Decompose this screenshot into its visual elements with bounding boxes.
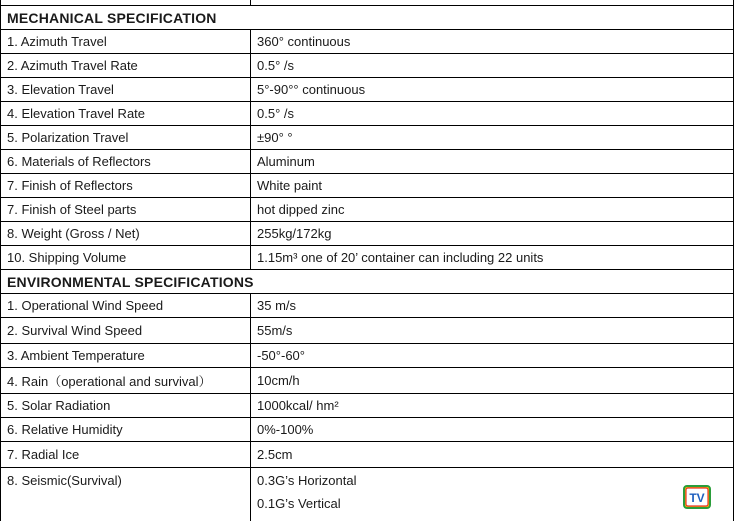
table-row — [1, 246, 734, 270]
spec-label: 3. Ambient Temperature — [1, 344, 251, 368]
spec-label: 1. Azimuth Travel — [1, 30, 251, 54]
spec-label: 2. Azimuth Travel Rate — [1, 54, 251, 78]
table-row — [1, 394, 734, 418]
spec-label: 4. Elevation Travel Rate — [1, 102, 251, 126]
spec-value: White paint — [251, 174, 734, 198]
table-row — [1, 198, 734, 222]
table-row — [1, 54, 734, 78]
spec-value: 5°-90°° continuous — [251, 78, 734, 102]
spec-value: 10cm/h — [251, 368, 734, 394]
spec-value: 1.15m³ one of 20’ container can including 22 units — [251, 246, 734, 270]
spec-label: 5. Polarization Travel — [1, 126, 251, 150]
spec-label: 4. Rain（operational and survival） — [1, 368, 251, 394]
table-row — [1, 102, 734, 126]
spec-value: hot dipped zinc — [251, 198, 734, 222]
table-row — [1, 318, 734, 344]
spec-label: 6. Materials of Reflectors — [1, 150, 251, 174]
table-row-seismic — [1, 468, 734, 522]
spec-label: 2. Survival Wind Speed — [1, 318, 251, 344]
spec-value: Aluminum — [251, 150, 734, 174]
section-title: MECHANICAL SPECIFICATION — [1, 6, 734, 30]
spec-label: 8. Seismic(Survival) — [1, 468, 251, 522]
spec-value: 360° continuous — [251, 30, 734, 54]
table-row — [1, 442, 734, 468]
spec-value: 0.5° /s — [251, 54, 734, 78]
spec-value: 55m/s — [251, 318, 734, 344]
spec-value: -50°-60° — [251, 344, 734, 368]
spec-value-line: 0.1G’s Vertical — [257, 496, 341, 511]
table-row — [1, 418, 734, 442]
spec-value: 35 m/s — [251, 294, 734, 318]
spec-label: 3. Elevation Travel — [1, 78, 251, 102]
spec-label: 1. Operational Wind Speed — [1, 294, 251, 318]
table-row — [1, 368, 734, 394]
section-title: ENVIRONMENTAL SPECIFICATIONS — [1, 270, 734, 294]
spec-label: 7. Radial Ice — [1, 442, 251, 468]
spec-value: ±90° ° — [251, 126, 734, 150]
spec-label: 7. Finish of Reflectors — [1, 174, 251, 198]
spec-value: 1000kcal/ hm² — [251, 394, 734, 418]
spec-value-line: 0.3G’s Horizontal — [257, 473, 357, 488]
spec-label: 7. Finish of Steel parts — [1, 198, 251, 222]
table-row — [1, 30, 734, 54]
spec-value: 255kg/172kg — [251, 222, 734, 246]
spec-value: 0.5° /s — [251, 102, 734, 126]
spec-label: 10. Shipping Volume — [1, 246, 251, 270]
table-row — [1, 294, 734, 318]
section-header-mechanical — [1, 6, 734, 30]
tv-logo-icon — [683, 485, 711, 509]
table-row — [1, 222, 734, 246]
table-row — [1, 150, 734, 174]
logo-text: TV — [689, 491, 705, 505]
table-row — [1, 344, 734, 368]
spec-label: 8. Weight (Gross / Net) — [1, 222, 251, 246]
table-row — [1, 174, 734, 198]
spec-value: 2.5cm — [251, 442, 734, 468]
spec-value-multiline — [251, 468, 734, 522]
table-row — [1, 78, 734, 102]
spec-value: 0%-100% — [251, 418, 734, 442]
table-row — [1, 126, 734, 150]
section-header-environmental — [1, 270, 734, 294]
spec-label: 6. Relative Humidity — [1, 418, 251, 442]
spec-label: 5. Solar Radiation — [1, 394, 251, 418]
